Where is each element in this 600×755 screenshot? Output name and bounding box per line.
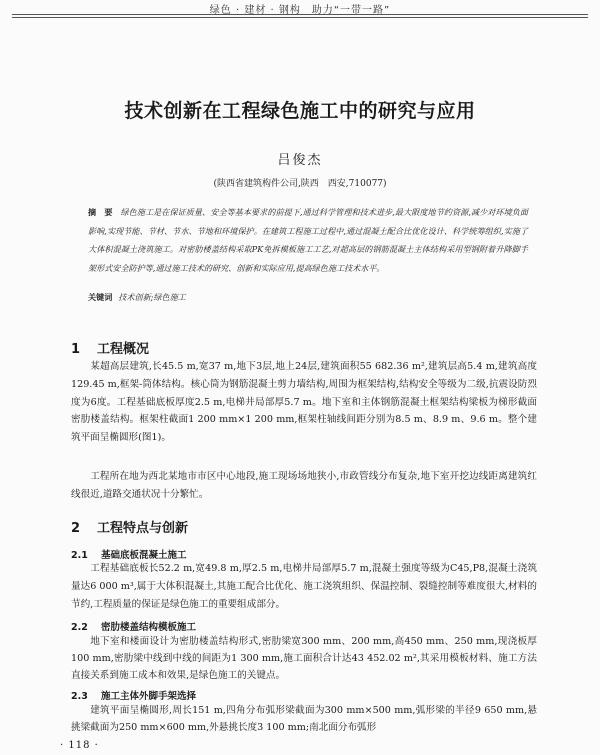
paper-author: 吕俊杰 (277, 153, 323, 168)
section-2-number: 2 (71, 521, 81, 536)
section-2-title: 工程特点与创新 (97, 521, 189, 536)
section-1-heading (71, 338, 149, 357)
section-2-heading (71, 517, 188, 536)
keywords-label: 关键词 (88, 292, 113, 302)
paper-affiliation: (陕西省建筑构件公司,陕西 西安,710077) (213, 179, 387, 189)
section-1-number: 1 (71, 342, 81, 357)
section-1-paragraph-1: 某超高层建筑,长45.5 m,宽37 m,地下3层,地上24层,建筑面积55 682.36 m²,建筑层高5.4 m,建筑高度129.45 m,框架-筒体结构。核心筒为钢筋混凝土剪力墙结构,周围为框架结构,结构安全等级为二级,抗震设防烈度为6度。工程基础底板厚度2.5 m,电梯井局部厚5.7 m。地下室和主体钢筋混凝土框架结构梁板为梯形截面密肋楼盖结构。框架柱截面1 200 mm×1 200 mm,框架柱轴线间距分别为8.5 m、8.9 m、9.6 m。整个建筑平面呈椭圆形(图1)。 (71, 361, 537, 444)
subsection-2-3-number: 2.3 (71, 691, 88, 702)
subsection-2-2-title: 密肋楼盖结构模板施工 (101, 622, 197, 633)
running-header: 绿色 · 建材 · 钢构 助力“一带一路” (209, 5, 391, 16)
subsection-2-1-text: 工程基础底板长52.2 m,宽49.8 m,厚2.5 m,电梯井局部厚5.7 m,混凝土强度等级为C45,P8,混凝土浇筑量达6 000 m³,属于大体积混凝土,其施工配合比优化、施工浇筑组织、保温控制、裂缝控制等难度很大,材料的节约,工程质量的保证是绿色施工的重要组成部分。 (71, 563, 537, 610)
subsection-2-2-text: 地下室和楼面设计为密肋楼盖结构形式,密肋梁宽300 mm、200 mm,高450 mm、250 mm,现浇板厚100 mm,密肋梁中线到中线的间距为1 300 mm,施工面积合计达43 452.02 m²,其采用模板材料、施工方法直接关系到施工成本和效果,是绿色施工的关键点。 (71, 636, 537, 681)
subsection-2-3-heading (71, 688, 196, 702)
abstract (88, 203, 528, 277)
abstract-label: 摘 要 (88, 207, 113, 217)
abstract-text: 绿色施工是在保证质量、安全等基本要求的前提下,通过科学管理和技术进步,最大限度地节约资源,减少对环境负面影响,实现节能、节材、节水、节地和环境保护。在建筑工程施工过程中,通过混凝土配合比优化设计、科学统筹组织,实施了大体积混凝土浇筑施工。对密肋楼盖结构采取PK免拆模板施工工艺,对超高层的钢筋混凝土主体结构采用型钢附着升降脚手架形式安全防护等,通过施工技术的研究、创新和实际应用,提高绿色施工技术水平。 (88, 207, 528, 273)
subsection-2-2-number: 2.2 (71, 622, 88, 633)
subsection-2-1-title: 基础底板混凝土施工 (101, 550, 187, 561)
section-1-paragraph-2: 工程所在地为西北某地市市区中心地段,施工现场场地狭小,市政管线分布复杂,地下室开挖边线距离建筑红线很近,道路交通状况十分繁忙。 (71, 471, 537, 500)
keywords-text: 技术创新;绿色施工 (118, 292, 186, 302)
subsection-2-1-heading (71, 547, 187, 561)
section-1-title: 工程概况 (97, 342, 150, 357)
subsection-2-3-title: 施工主体外脚手架选择 (101, 691, 197, 702)
page-number: · 118 · (60, 740, 99, 751)
paper-title: 技术创新在工程绿色施工中的研究与应用 (124, 100, 476, 122)
subsection-2-2-heading (71, 619, 196, 633)
subsection-2-1-number: 2.1 (71, 550, 88, 561)
keywords (88, 292, 528, 303)
subsection-2-3-text: 建筑平面呈椭圆形,周长151 m,四角分布弧形梁截面为300 mm×500 mm,弧形梁的半径9 650 mm,悬挑梁截面为250 mm×600 mm,外悬挑长度3 100 mm;南北面分布弧形 (71, 705, 537, 733)
header-rule-bottom (12, 17, 588, 18)
